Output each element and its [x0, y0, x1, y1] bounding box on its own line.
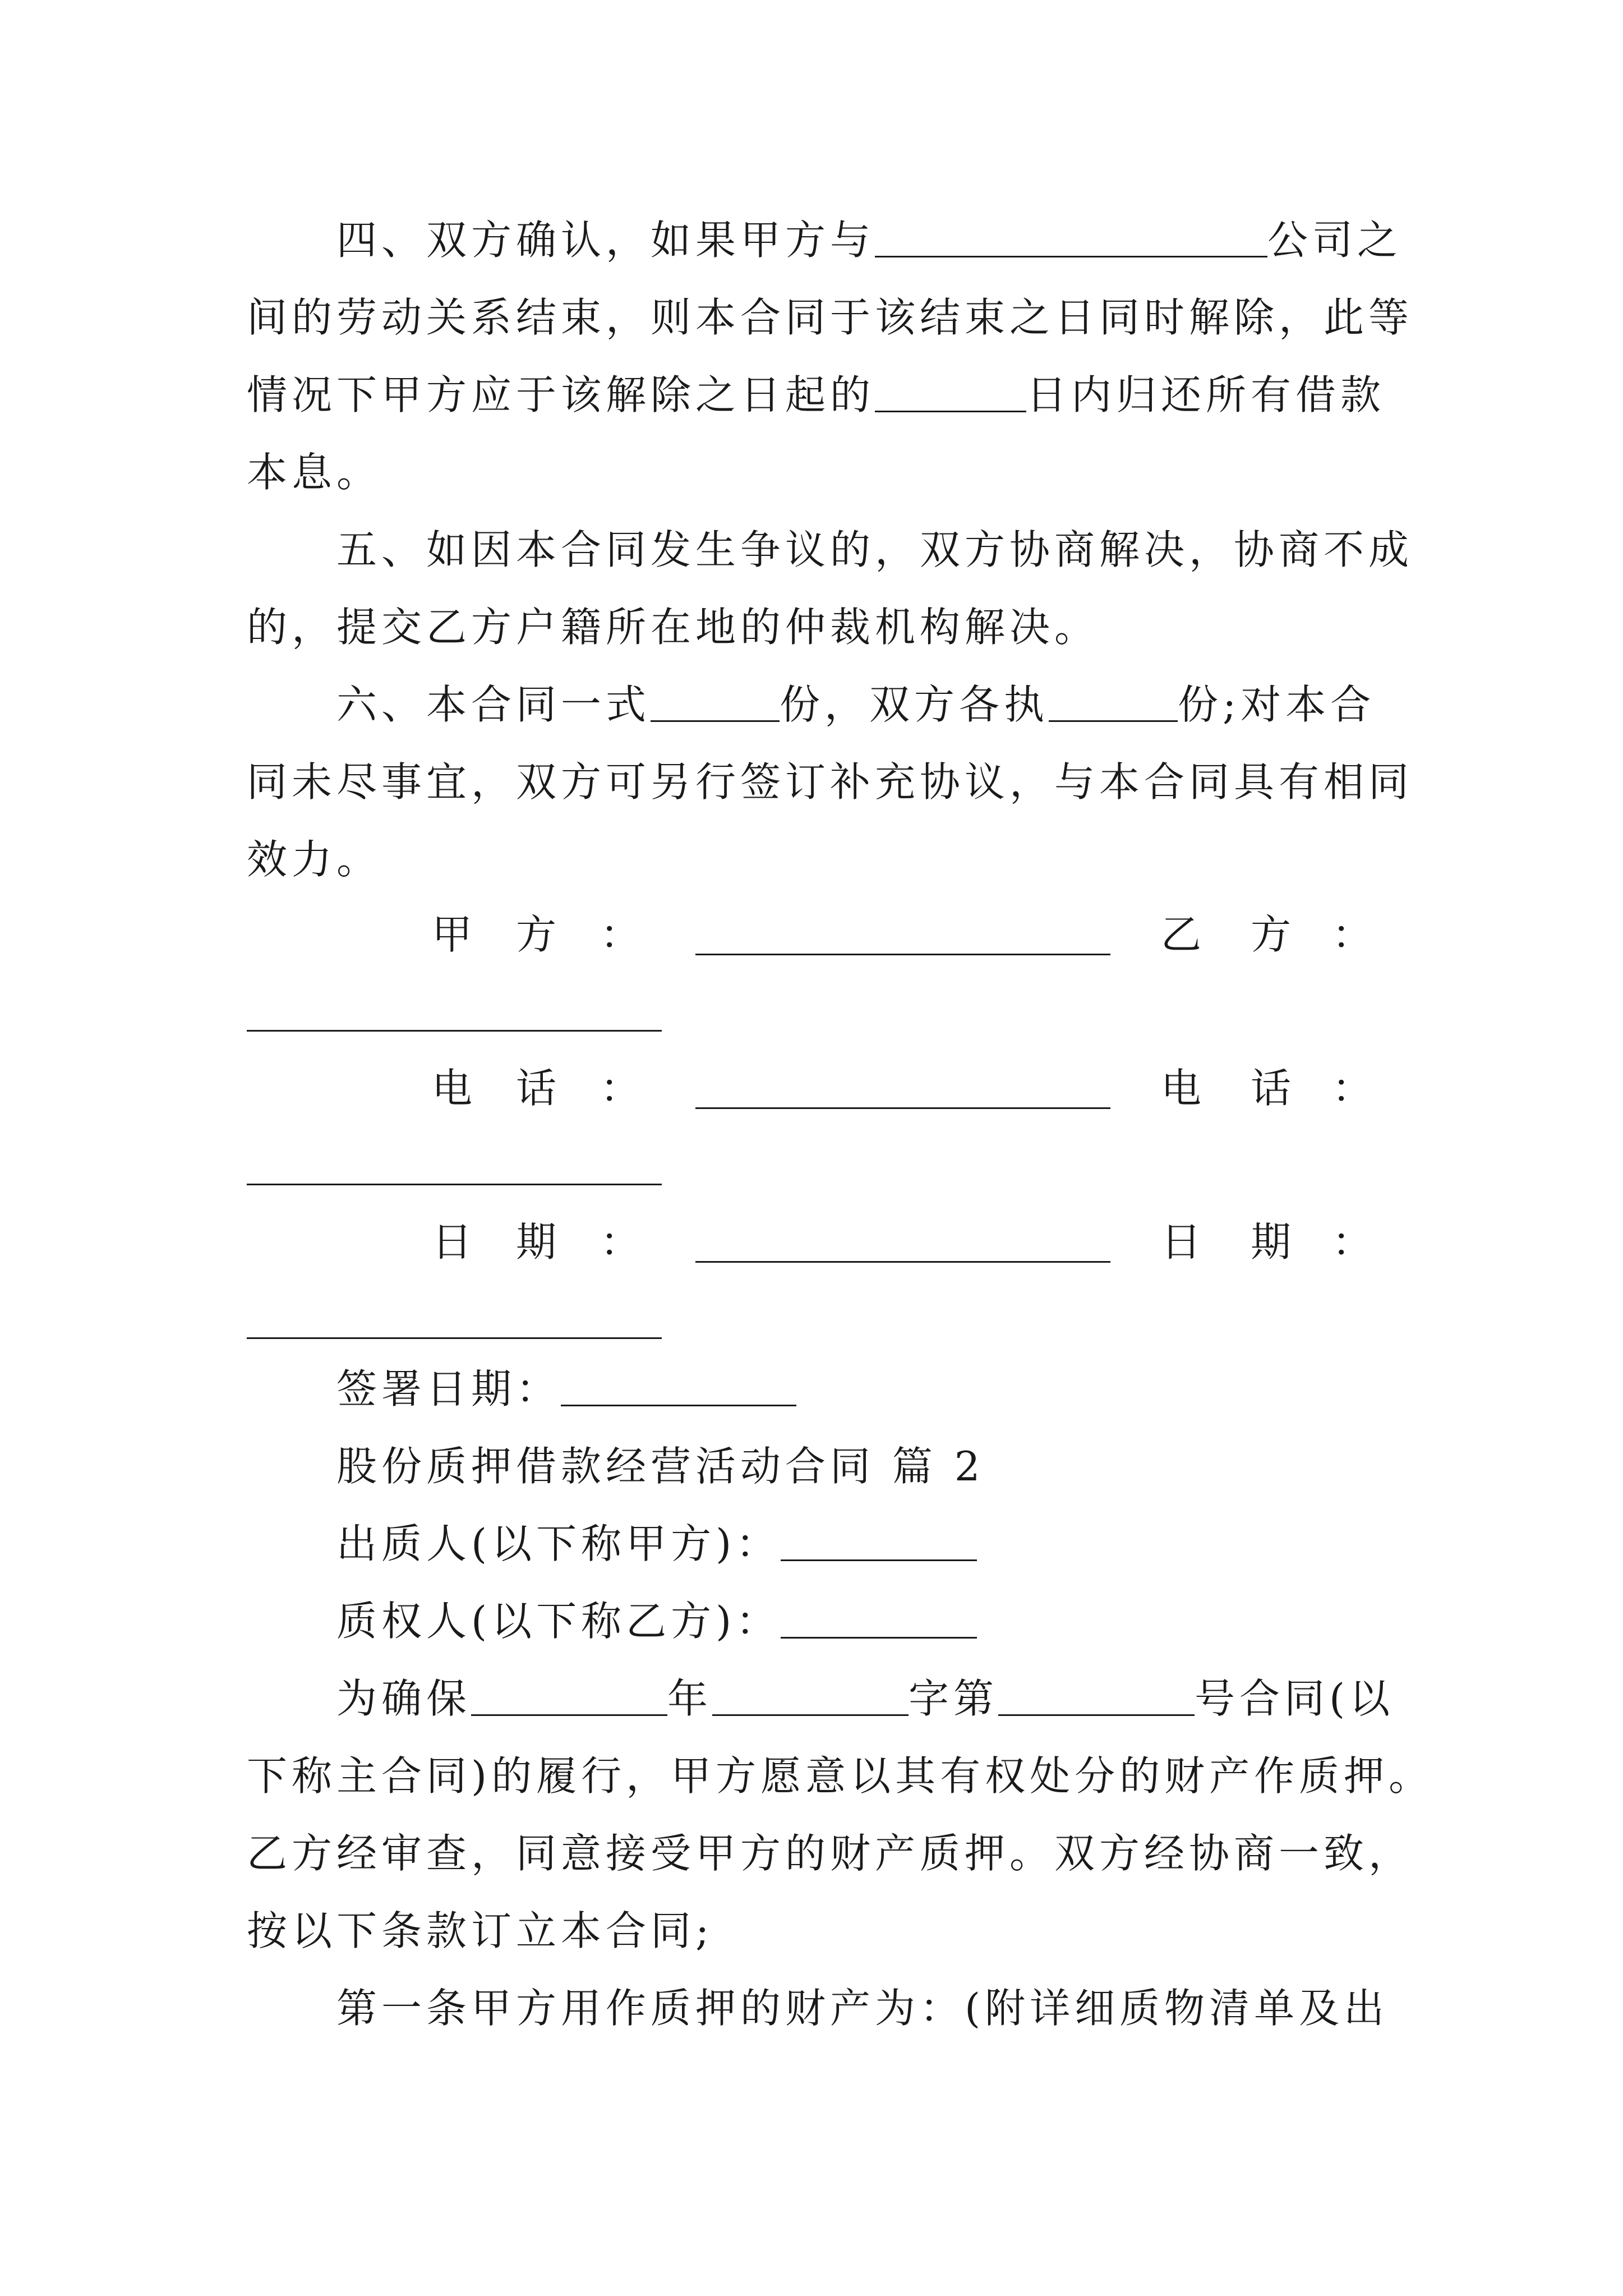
party-a-colon: ： — [600, 911, 641, 958]
clause4-line4: 本息。 — [247, 449, 382, 496]
phone-b-char1: 电 — [1161, 1065, 1202, 1112]
clause6-text-a: 六、本合同一式 — [336, 681, 651, 728]
contract-prefix-blank — [712, 1681, 909, 1716]
phone-a-char1: 电 — [432, 1065, 473, 1112]
pledgor-label: 出质人(以下称甲方)： — [336, 1520, 781, 1567]
signature-row-party — [0, 911, 1623, 959]
days-blank — [875, 377, 1026, 412]
party-b-colon: ： — [1332, 911, 1373, 958]
preamble-line2: 下称主合同)的履行，甲方愿意以其有权处分的财产作质押。 — [247, 1752, 1434, 1800]
phone-a-colon: ： — [600, 1065, 641, 1112]
phone-a-char2: 话 — [516, 1065, 557, 1112]
pledgor-line — [336, 1520, 977, 1567]
preamble-text-c: 字第 — [909, 1675, 999, 1722]
clause6-text-b: 份，双方各执 — [780, 681, 1049, 728]
clause5-line2: 的，提交乙方户籍所在地的仲裁机构解决。 — [247, 604, 1100, 651]
clause6-line3: 效力。 — [247, 836, 382, 883]
date-a-blank — [695, 1261, 1110, 1263]
sign-date-label: 签署日期： — [336, 1365, 561, 1412]
date-a-char2: 期 — [516, 1218, 557, 1266]
clause4-text-d: 日内归还所有借款 — [1026, 371, 1386, 418]
contract-year-blank — [471, 1681, 667, 1716]
date-a-colon: ： — [600, 1218, 641, 1266]
clause5-line1: 五、如因本合同发生争议的，双方协商解决，协商不成 — [336, 526, 1414, 573]
preamble-line4: 按以下条款订立本合同; — [247, 1907, 714, 1954]
clause6-text-c: 份;对本合 — [1178, 681, 1376, 728]
preamble-line1 — [336, 1675, 1395, 1722]
clause4-line2: 间的劳动关系结束，则本合同于该结束之日同时解除，此等 — [247, 294, 1414, 341]
contract-number-blank — [998, 1681, 1195, 1716]
pledgee-line — [336, 1598, 977, 1645]
pledgee-label: 质权人(以下称乙方)： — [336, 1598, 781, 1645]
clause6-line1 — [336, 681, 1376, 728]
party-b-char1: 乙 — [1161, 911, 1202, 958]
date-b-char1: 日 — [1161, 1218, 1202, 1266]
party-b-char2: 方 — [1251, 911, 1292, 958]
clause6-line2: 同未尽事宜，双方可另行签订补充协议，与本合同具有相同 — [247, 758, 1414, 806]
company-name-blank — [875, 222, 1267, 257]
party-b-blank — [247, 1030, 662, 1032]
preamble-text-b: 年 — [667, 1675, 713, 1722]
sign-date-blank — [561, 1371, 796, 1406]
sign-date-line — [336, 1365, 796, 1412]
date-b-colon: ： — [1332, 1218, 1373, 1266]
date-b-char2: 期 — [1251, 1218, 1292, 1266]
clause4-line1 — [336, 217, 1403, 264]
phone-b-colon: ： — [1332, 1065, 1373, 1112]
copies-total-blank — [651, 687, 780, 722]
pledgor-blank — [781, 1526, 977, 1561]
copies-each-blank — [1049, 687, 1178, 722]
phone-b-char2: 话 — [1251, 1065, 1292, 1112]
signature-row-phone — [0, 1065, 1623, 1113]
pledgee-blank — [781, 1603, 977, 1639]
preamble-text-d: 号合同(以 — [1195, 1675, 1395, 1722]
date-a-char1: 日 — [432, 1218, 473, 1266]
party-a-blank — [695, 954, 1110, 955]
party-a-char2: 方 — [516, 911, 557, 958]
clause4-text-c: 情况下甲方应于该解除之日起的 — [247, 371, 875, 418]
phone-a-blank — [695, 1107, 1110, 1109]
clause4-text-a: 四、双方确认，如果甲方与 — [336, 217, 875, 264]
preamble-text-a: 为确保 — [336, 1675, 472, 1722]
preamble-line3: 乙方经审查，同意接受甲方的财产质押。双方经协商一致， — [247, 1830, 1414, 1877]
phone-b-blank — [247, 1184, 662, 1185]
party-a-char1: 甲 — [432, 911, 473, 958]
article1-line: 第一条甲方用作质押的财产为：(附详细质物清单及出 — [336, 1985, 1389, 2032]
clause4-text-b: 公司之 — [1267, 217, 1403, 264]
signature-row-date — [0, 1218, 1623, 1267]
section2-title: 股份质押借款经营活动合同 篇 2 — [336, 1443, 985, 1490]
clause4-line3 — [247, 371, 1386, 418]
date-b-blank — [247, 1337, 662, 1339]
